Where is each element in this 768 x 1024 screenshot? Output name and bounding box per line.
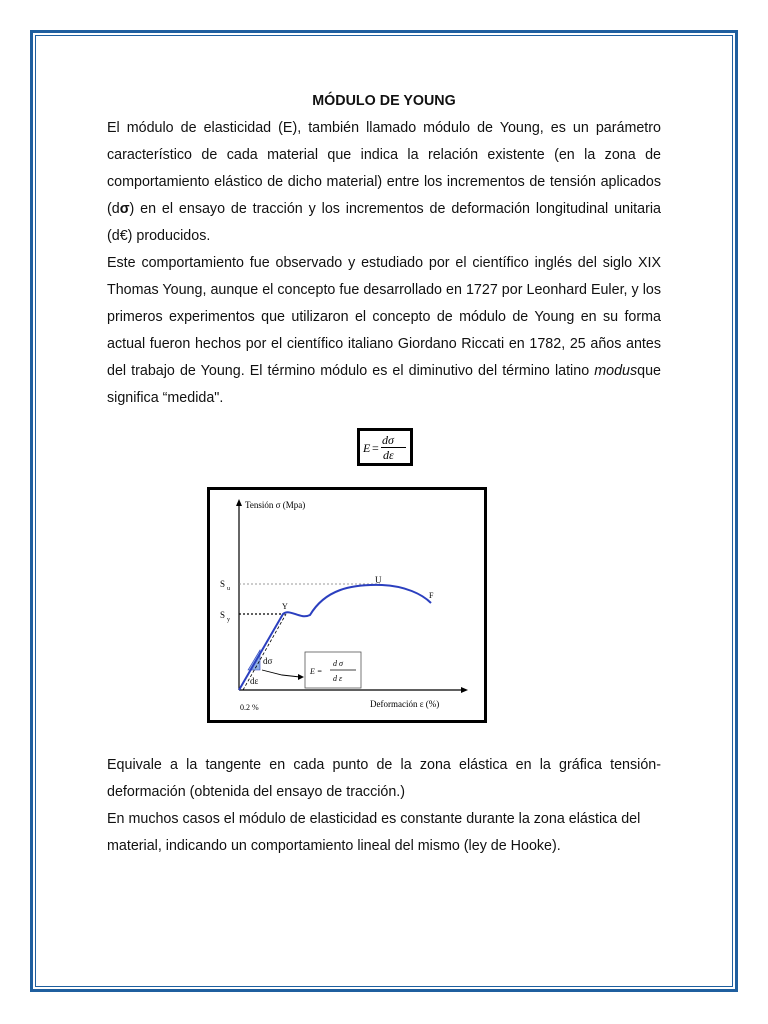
paragraph-history-text: Este comportamiento fue observado y estudiado por el científico inglés del siglo XIX Thomas Young, aunque el concepto fue desarrollado en 1727 por Leonhard Euler, y los primeros experimentos que utilizaron el concepto de módulo de Young en su forma actual fueron hechos por el científico italiano Giordano Riccati en 1782, 25 años antes del trabajo de Young. El término módulo es el diminutivo del término latino: [107, 255, 661, 379]
formula-numerator: dσ: [382, 433, 394, 447]
paragraph-definition: [107, 115, 661, 250]
point-f-label: F: [429, 591, 434, 600]
young-modulus-formula: [357, 428, 413, 466]
paragraph-definition-text-b: ) en el ensayo de tracción y los incrementos de deformación longitudinal unitaria (d€) producidos.: [107, 201, 661, 244]
slope-triangle: [248, 650, 260, 670]
x-axis-arrow-icon: [461, 687, 468, 693]
inset-pointer-line: [262, 670, 300, 677]
su-label: S: [220, 579, 226, 589]
depsilon-label: dε: [250, 676, 259, 686]
formula-lhs: E: [363, 441, 371, 455]
y-axis-label: Tensión σ (Mpa): [245, 500, 306, 510]
sigma-symbol: σ: [119, 201, 130, 217]
document-body-continued: [107, 752, 661, 860]
y-axis-arrow-icon: [236, 499, 242, 506]
x-axis-label: Deformación ε (%): [370, 699, 440, 709]
offset-label: 0.2 %: [240, 703, 259, 712]
dsigma-label: dσ: [263, 656, 273, 666]
document-body: [107, 90, 661, 412]
su-subscript: u: [227, 586, 230, 592]
inset-formula-numerator: d σ: [333, 659, 343, 668]
paragraph-history: [107, 250, 661, 412]
point-u-label: U: [375, 575, 382, 585]
paragraph-definition-text-a: El módulo de elasticidad (E), también llamado módulo de Young, es un parámetro característico de cada material que indica la relación existente (en la zona de comportamiento elástico de dicho material) entre los incrementos de tensión aplicados (d: [107, 120, 661, 217]
modus-word: modus: [594, 363, 638, 379]
point-y-label: Y: [282, 602, 288, 611]
inset-formula-denominator: d ε: [333, 674, 343, 683]
paragraph-tangent: Equivale a la tangente en cada punto de la zona elástica en la gráfica tensión-deformación (obtenida del ensayo de tracción.): [107, 757, 661, 800]
sy-subscript: y: [227, 617, 230, 623]
sy-label: S: [220, 610, 226, 620]
formula-eq: =: [372, 441, 379, 455]
inset-pointer-arrow-icon: [298, 674, 304, 680]
paragraph-hooke: En muchos casos el módulo de elasticidad es constante durante la zona elástica del material, indicando un comportamiento lineal del mismo (ley de Hooke).: [107, 811, 641, 854]
page-title: MÓDULO DE YOUNG: [312, 93, 456, 109]
formula-denominator: dε: [383, 448, 394, 462]
paragraph-history-end: que significa “medida".: [107, 363, 661, 406]
inset-formula-lhs: E =: [310, 667, 323, 676]
stress-strain-diagram: [207, 487, 487, 723]
